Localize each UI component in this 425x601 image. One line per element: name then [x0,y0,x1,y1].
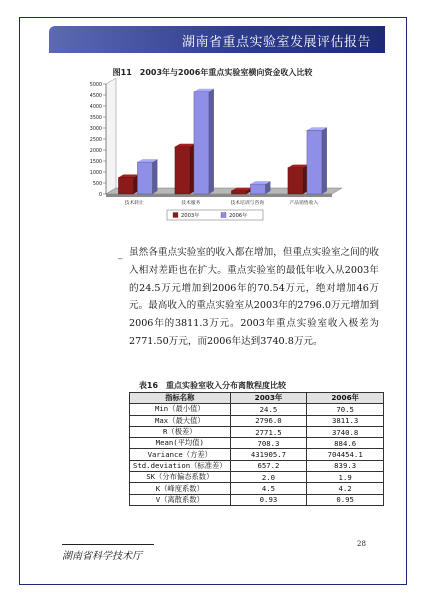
y-tick-label: 500 [92,182,102,187]
y-tick-label: 0 [98,193,102,198]
table-row [130,472,384,483]
report-title: 湖南省重点实验室发展评估报告 [181,35,371,50]
header-cell-indicator: 指标名称 [130,393,231,404]
figure-title: 图11 2003年与2006年重点实验室横向资金收入比较 [112,68,313,77]
bar-side [209,89,214,194]
body-paragraph [129,244,379,351]
y-tick-label: 2000 [89,149,102,154]
table-row [130,426,384,437]
value-2003-cell: 24.5 [230,404,307,415]
value-2006-cell: 1.9 [307,472,384,483]
dispersion-table [129,392,384,506]
footer-org: 湖南省科学技术厅 [62,551,142,562]
value-2003-cell: 2796.0 [230,415,307,426]
table-row [130,460,384,471]
legend-label: 2006年 [229,213,248,219]
value-2003-cell: 2.0 [230,472,307,483]
table-row [130,483,384,494]
indicator-cell: K（峰度系数） [130,483,231,494]
value-2003-cell: 431905.7 [230,449,307,460]
table-header-row [130,393,384,404]
legend-swatch [221,213,226,218]
table-title: 表16 重点实验室收入分布离散程度比较 [138,381,287,390]
x-tick-label: 产品销售收入 [289,201,319,206]
bar [118,178,133,195]
bar [194,92,209,194]
x-tick-label: 技术转让 [124,201,144,206]
value-2003-cell: 2771.5 [230,426,307,437]
value-2006-cell: 4.2 [307,483,384,494]
header-cell-2006: 2006年 [307,393,384,404]
value-2006-cell: 0.95 [307,494,384,505]
paragraph-text: 虽然各重点实验室的收入都在增加，但重点实验室之间的收入相对差距也在扩大。重点实验室的最低年收入从2003年的24.5万元增加到2006年的70.54万元，绝对增加46万元。最高收入的重点实验室从2003年的2796.0万元增加到2006年的3811.3万元。2003年重点实验室收入极差为2771.50万元，而2006年达到3740.8万元。 [129,247,379,347]
y-tick-label: 4500 [89,94,102,99]
indicator-cell: Max（最大值） [130,415,231,426]
bar-side [322,127,327,194]
income-comparison-chart [82,78,347,228]
bar [307,130,322,194]
value-2006-cell: 839.3 [307,460,384,471]
footer-rule [62,544,154,545]
bar [250,184,265,194]
value-2006-cell: 884.6 [307,438,384,449]
x-tick-label: 技术培训与咨询 [230,201,265,206]
bar [288,168,303,194]
header-cell-2003: 2003年 [230,393,307,404]
value-2006-cell: 704454.1 [307,449,384,460]
chart-floor-edge [106,194,332,197]
table-row [130,494,384,505]
y-tick-label: 3000 [89,127,102,132]
value-2003-cell: 4.5 [230,483,307,494]
indicator-cell: Mean(平均值) [130,438,231,449]
y-tick-label: 5000 [89,83,102,88]
y-tick-label: 3500 [89,116,102,121]
indicator-cell: V（离散系数） [130,494,231,505]
indicator-cell: SK（分布偏态系数） [130,472,231,483]
table-row [130,449,384,460]
table-row [130,415,384,426]
y-tick-label: 1000 [89,171,102,176]
chart-side-wall [106,78,116,194]
bar [137,162,152,194]
y-tick-label: 1500 [89,160,102,165]
indicator-cell: Variance（方差） [130,449,231,460]
header-banner [49,26,385,53]
paragraph-bullet: _ [118,250,123,260]
bar-side [152,159,157,194]
indicator-cell: R（极差） [130,426,231,437]
value-2006-cell: 3811.3 [307,415,384,426]
x-tick-label: 技术服务 [181,201,201,206]
table-row [130,404,384,415]
y-tick-label: 4000 [89,105,102,110]
bar [231,191,246,194]
y-tick-label: 2500 [89,138,102,143]
indicator-cell: Min（最小值） [130,404,231,415]
value-2006-cell: 70.5 [307,404,384,415]
table-row [130,438,384,449]
page-number: 28 [357,540,366,548]
value-2003-cell: 708.3 [230,438,307,449]
indicator-cell: Std.deviation（标准差） [130,460,231,471]
value-2003-cell: 657.2 [230,460,307,471]
bar [175,147,190,194]
value-2006-cell: 3740.8 [307,426,384,437]
legend-label: 2003年 [181,213,200,219]
value-2003-cell: 0.93 [230,494,307,505]
legend-swatch [173,213,178,218]
